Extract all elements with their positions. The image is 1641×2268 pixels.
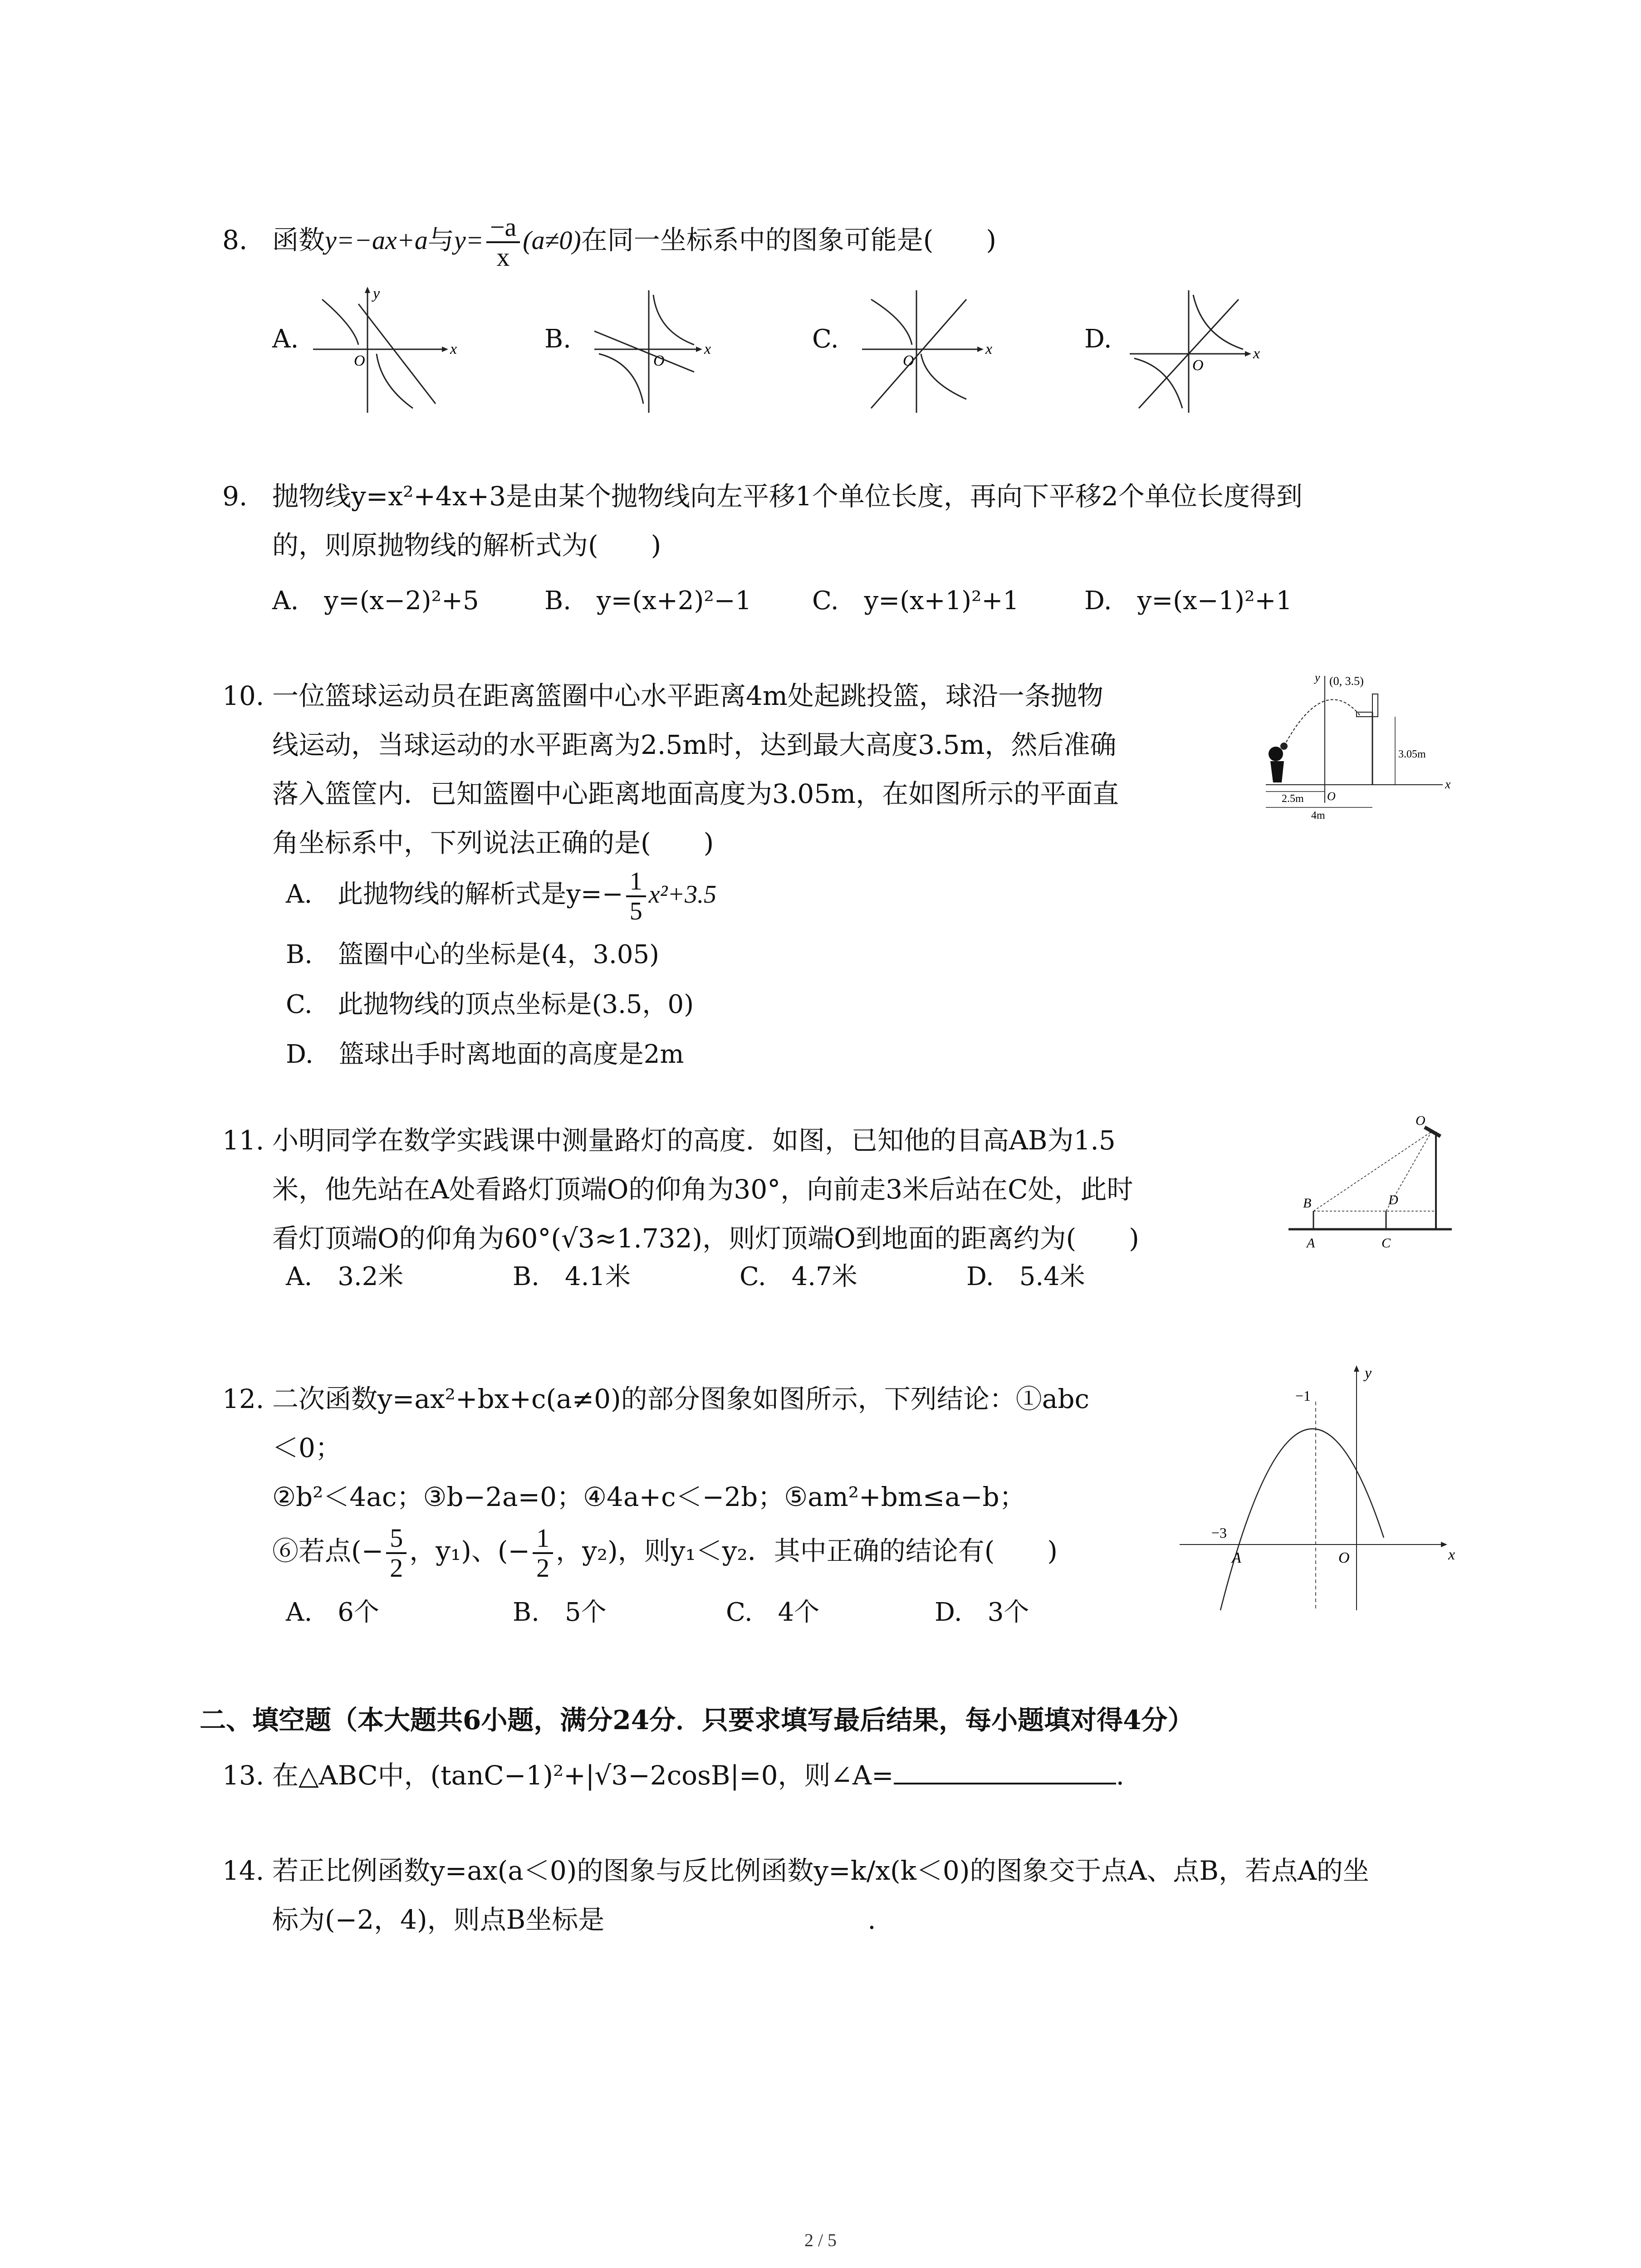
option-d: D. y=(x−1)²+1 xyxy=(1084,586,1293,616)
graph-option-c xyxy=(853,281,1007,417)
page-number: 2 / 5 xyxy=(804,2230,837,2250)
svg-text:B: B xyxy=(1303,1196,1312,1211)
question-8: 8. 函数y=−ax+a与y= $\frac{-a}{x}$ (a≠0)在同一坐标系中的图象可能是( ) xyxy=(222,212,997,272)
graph-option-d xyxy=(1121,281,1275,417)
question-13: 13. 在△ABC中，(tanC−1)²+|√3−2cosB|=0，则∠A= . xyxy=(222,1760,1125,1791)
option-b: B. 篮圈中心的坐标是(4，3.05) xyxy=(286,940,659,969)
svg-text:A: A xyxy=(1232,1549,1241,1566)
player-silhouette-icon xyxy=(1269,747,1284,782)
question-11: 11. 小明同学在数学实践课中测量路灯的高度．如图，已知他的目高AB为1.5 米，他先站在A处看路灯顶端O的仰角为30°，向前走3米后站在C处，此时 看灯顶端O的仰角为60°(√3≈1.732)，则灯顶端O到地面的距离约为( ) xyxy=(222,1125,1139,1254)
svg-text:x: x xyxy=(450,341,457,357)
option-label-b: B. xyxy=(544,324,571,354)
svg-text:4m: 4m xyxy=(1311,810,1325,821)
svg-text:y: y xyxy=(1315,671,1320,684)
svg-text:3.05m: 3.05m xyxy=(1398,748,1426,760)
svg-text:O: O xyxy=(1338,1549,1350,1566)
option-d: D. 5.4米 xyxy=(966,1262,1085,1291)
parabola-diagram xyxy=(1171,1356,1461,1615)
svg-text:O: O xyxy=(354,352,365,369)
svg-text:O: O xyxy=(903,352,914,369)
option-c: C. 4.7米 xyxy=(740,1262,857,1291)
option-d: D. 3个 xyxy=(935,1598,1029,1627)
option-a: A. y=(x−2)²+5 xyxy=(272,586,479,616)
svg-text:C: C xyxy=(1381,1236,1391,1251)
question-10: 10. 一位篮球运动员在距离篮圈中心水平距离4m处起跳投篮，球沿一条抛物 线运动，当球运动的水平距离为2.5m时，达到最大高度3.5m，然后准确 落入篮筐内．已知篮圈中心距离地面高度为3.05m，在如图所示的平面直 角坐标系中，下列说法正确的是( ) xyxy=(222,680,1119,858)
option-a: A. 3.2米 xyxy=(286,1262,404,1291)
option-label-a: A. xyxy=(272,324,299,354)
lamp-diagram xyxy=(1284,1107,1456,1266)
svg-text:2.5m: 2.5m xyxy=(1282,793,1304,805)
svg-text:−3: −3 xyxy=(1211,1525,1227,1541)
graph-option-a xyxy=(304,281,458,417)
svg-text:x: x xyxy=(985,341,993,357)
graph-option-b xyxy=(585,281,740,417)
option-c: C. 4个 xyxy=(726,1598,820,1627)
section-heading: 二、填空题（本大题共6小题，满分24分．只要求填写最后结果，每小题填对得4分） xyxy=(200,1705,1194,1735)
option-a: A. 6个 xyxy=(286,1598,379,1627)
svg-text:−1: −1 xyxy=(1295,1388,1311,1404)
svg-text:(0, 3.5): (0, 3.5) xyxy=(1329,675,1364,688)
answer-blank[interactable] xyxy=(894,1765,1116,1784)
question-12: 12. 二次函数y=ax²+bx+c(a≠0)的部分图象如图所示，下列结论：①abc ＜0； ②b²＜4ac；③b−2a=0；④4a+c＜−2b；⑤am²+bm≤a−b； ⑥若点(− $\frac{5}{2}$ ，y₁)、(− $\frac{1}{2}$ ，y₂)，则y₁＜y₂．其中正确的结论有( ) xyxy=(222,1383,1089,1583)
svg-text:x: x xyxy=(1448,1546,1455,1563)
svg-text:D: D xyxy=(1388,1193,1398,1207)
svg-text:O: O xyxy=(1192,357,1204,374)
option-b: B. 4.1米 xyxy=(513,1262,631,1291)
svg-text:x: x xyxy=(704,341,711,357)
svg-text:O: O xyxy=(653,352,665,369)
svg-text:x: x xyxy=(1445,777,1451,792)
question-number: 8. xyxy=(222,225,248,256)
svg-text:y: y xyxy=(373,285,380,302)
svg-text:O: O xyxy=(1327,790,1336,803)
option-c: C. y=(x+1)²+1 xyxy=(812,586,1019,616)
option-label-d: D. xyxy=(1084,324,1112,354)
svg-text:O: O xyxy=(1416,1113,1425,1128)
option-a: A. 此抛物线的解析式是y=− $\frac{1}{5}$ x²+3.5 xyxy=(286,867,717,925)
svg-text:A: A xyxy=(1307,1236,1315,1251)
option-d: D. 篮球出手时离地面的高度是2m xyxy=(286,1040,684,1069)
question-9: 9. 抛物线y=x²+4x+3是由某个抛物线向左平移1个单位长度，再向下平移2个单位长度得到 的，则原抛物线的解析式为( ) xyxy=(222,481,1303,561)
fraction: $\frac{-a}{x}$ xyxy=(486,213,520,271)
question-14: 14. 若正比例函数y=ax(a＜0)的图象与反比例函数y=k/x(k＜0)的图象交于点A、点B，若点A的坐 标为(−2，4)，则点B坐标是 . xyxy=(222,1855,1369,1935)
option-b: B. y=(x+2)²−1 xyxy=(544,586,752,616)
svg-text:y: y xyxy=(1365,1365,1372,1382)
basketball-diagram xyxy=(1257,667,1456,826)
option-b: B. 5个 xyxy=(513,1598,607,1627)
option-label-c: C. xyxy=(812,324,839,354)
option-c: C. 此抛物线的顶点坐标是(3.5，0) xyxy=(286,990,694,1019)
svg-text:x: x xyxy=(1253,345,1260,362)
